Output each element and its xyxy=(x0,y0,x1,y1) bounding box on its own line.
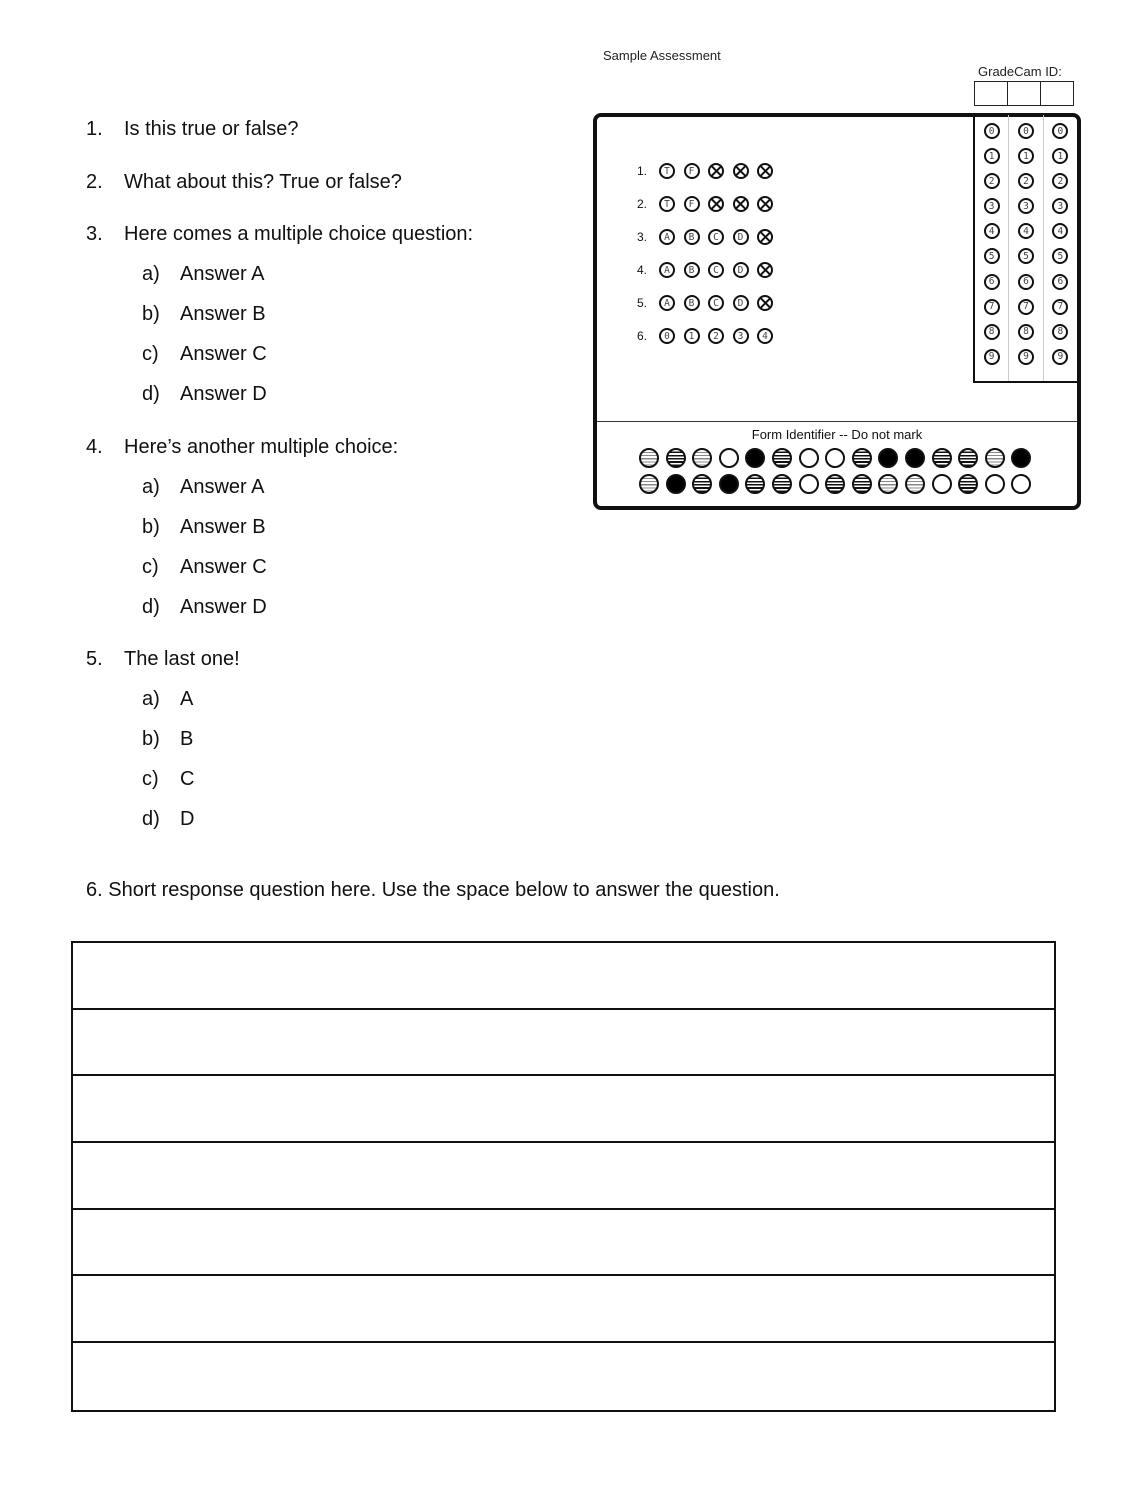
id-digit-bubble[interactable]: 9 xyxy=(984,349,1000,365)
id-digit-bubble[interactable]: 7 xyxy=(1018,299,1034,315)
id-digit-bubble[interactable]: 5 xyxy=(984,248,1000,264)
question-4 xyxy=(86,436,398,459)
option-text: Answer C xyxy=(180,343,267,365)
form-identifier-filled-circle-icon xyxy=(719,474,739,494)
student-id-grid xyxy=(973,115,1077,383)
answer-line[interactable] xyxy=(73,943,1054,1010)
answer-line[interactable] xyxy=(73,1210,1054,1277)
question-text: What about this? True or false? xyxy=(124,171,402,193)
answer-line[interactable] xyxy=(73,1276,1054,1343)
answer-sheet-row-number: 6. xyxy=(637,329,648,343)
form-identifier-row-1 xyxy=(639,448,1038,468)
form-identifier-light-circle-icon xyxy=(639,448,659,468)
form-identifier-filled-circle-icon xyxy=(878,448,898,468)
answer-sheet xyxy=(593,113,1081,510)
answer-sheet-row-5 xyxy=(637,295,782,311)
answer-sheet-row-3 xyxy=(637,229,782,245)
option-text: Answer B xyxy=(180,303,266,325)
form-identifier-dark-circle-icon xyxy=(745,474,765,494)
crossed-out-bubble-icon xyxy=(708,196,724,212)
answer-option xyxy=(142,516,266,539)
question-text: The last one! xyxy=(124,648,240,670)
answer-option xyxy=(142,808,194,831)
question-text: Here’s another multiple choice: xyxy=(124,436,399,458)
crossed-out-bubble-icon xyxy=(757,163,773,179)
answer-option xyxy=(142,303,266,326)
question-number: 5. xyxy=(86,648,103,670)
short-response-answer-area[interactable] xyxy=(71,941,1056,1412)
id-digit-bubble[interactable]: 3 xyxy=(1052,198,1068,214)
question-number: 4. xyxy=(86,436,103,458)
form-identifier-row-2 xyxy=(639,474,1038,494)
id-digit-bubble[interactable]: 8 xyxy=(984,324,1000,340)
form-identifier-empty-circle-icon xyxy=(719,448,739,468)
answer-bubble[interactable]: F xyxy=(684,163,700,179)
gradecam-id-boxes[interactable] xyxy=(974,81,1074,106)
question-2 xyxy=(86,171,402,194)
option-text: Answer A xyxy=(180,263,265,285)
answer-bubble[interactable]: C xyxy=(708,295,724,311)
answer-bubble[interactable]: F xyxy=(684,196,700,212)
id-digit-bubble[interactable]: 2 xyxy=(1018,173,1034,189)
document-title: Sample Assessment xyxy=(603,48,721,63)
id-digit-bubble[interactable]: 4 xyxy=(1018,223,1034,239)
crossed-out-bubble-icon xyxy=(757,229,773,245)
option-text: B xyxy=(180,728,194,750)
option-letter: b) xyxy=(142,303,160,325)
id-digit-bubble[interactable]: 2 xyxy=(1052,173,1068,189)
id-digit-bubble[interactable]: 7 xyxy=(984,299,1000,315)
id-digit-bubble[interactable]: 8 xyxy=(1018,324,1034,340)
option-text: A xyxy=(180,688,194,710)
answer-sheet-row-number: 4. xyxy=(637,263,648,277)
gradecam-id-box-3[interactable] xyxy=(1041,82,1073,105)
id-digit-bubble[interactable]: 9 xyxy=(1018,349,1034,365)
answer-option xyxy=(142,383,267,406)
form-identifier-empty-circle-icon xyxy=(799,448,819,468)
question-number: 1. xyxy=(86,118,103,140)
id-digit-bubble[interactable]: 5 xyxy=(1018,248,1034,264)
answer-sheet-row-6 xyxy=(637,328,782,344)
id-digit-bubble[interactable]: 4 xyxy=(984,223,1000,239)
option-text: Answer C xyxy=(180,556,267,578)
form-identifier-dark-circle-icon xyxy=(825,474,845,494)
form-identifier-filled-circle-icon xyxy=(745,448,765,468)
option-letter: b) xyxy=(142,728,160,750)
form-identifier-light-circle-icon xyxy=(639,474,659,494)
option-letter: d) xyxy=(142,383,160,405)
answer-sheet-row-number: 5. xyxy=(637,296,648,310)
answer-option xyxy=(142,476,264,499)
option-text: Answer D xyxy=(180,596,267,618)
answer-option xyxy=(142,343,267,366)
form-identifier-empty-circle-icon xyxy=(1011,474,1031,494)
form-identifier-empty-circle-icon xyxy=(932,474,952,494)
id-digit-bubble[interactable]: 5 xyxy=(1052,248,1068,264)
id-digit-bubble[interactable]: 6 xyxy=(1018,274,1034,290)
id-digit-bubble[interactable]: 2 xyxy=(984,173,1000,189)
id-digit-bubble[interactable]: 7 xyxy=(1052,299,1068,315)
form-identifier-empty-circle-icon xyxy=(799,474,819,494)
id-column-3 xyxy=(1044,115,1077,381)
answer-line[interactable] xyxy=(73,1076,1054,1143)
form-identifier-dark-circle-icon xyxy=(852,448,872,468)
answer-line[interactable] xyxy=(73,1010,1054,1077)
answer-line[interactable] xyxy=(73,1343,1054,1410)
answer-bubble[interactable]: 0 xyxy=(659,328,675,344)
form-identifier-dark-circle-icon xyxy=(958,474,978,494)
crossed-out-bubble-icon xyxy=(757,262,773,278)
question-number: 3. xyxy=(86,223,103,245)
option-letter: d) xyxy=(142,808,160,830)
id-digit-bubble[interactable]: 8 xyxy=(1052,324,1068,340)
option-letter: c) xyxy=(142,343,159,365)
option-letter: c) xyxy=(142,768,159,790)
form-identifier-empty-circle-icon xyxy=(825,448,845,468)
form-identifier-light-circle-icon xyxy=(692,448,712,468)
answer-bubble[interactable]: B xyxy=(684,262,700,278)
id-digit-bubble[interactable]: 0 xyxy=(1018,123,1034,139)
answer-sheet-row-2 xyxy=(637,196,782,212)
answer-option xyxy=(142,688,193,711)
id-digit-bubble[interactable]: 9 xyxy=(1052,349,1068,365)
answer-bubble[interactable]: B xyxy=(684,229,700,245)
answer-bubble[interactable]: 2 xyxy=(708,328,724,344)
option-text: C xyxy=(180,768,195,790)
answer-sheet-divider xyxy=(597,421,1077,422)
id-column-1 xyxy=(975,115,1009,381)
question-text: Is this true or false? xyxy=(124,118,299,140)
option-letter: c) xyxy=(142,556,159,578)
form-identifier-dark-circle-icon xyxy=(958,448,978,468)
question-5 xyxy=(86,648,240,671)
answer-sheet-row-4 xyxy=(637,262,782,278)
answer-sheet-row-number: 1. xyxy=(637,164,648,178)
gradecam-id-box-2[interactable] xyxy=(1008,82,1041,105)
crossed-out-bubble-icon xyxy=(757,196,773,212)
option-text: Answer D xyxy=(180,383,267,405)
id-digit-bubble[interactable]: 3 xyxy=(984,198,1000,214)
answer-bubble[interactable]: D xyxy=(733,262,749,278)
id-digit-bubble[interactable]: 1 xyxy=(984,148,1000,164)
answer-bubble[interactable]: A xyxy=(659,229,675,245)
id-digit-bubble[interactable]: 0 xyxy=(984,123,1000,139)
answer-bubble[interactable]: D xyxy=(733,229,749,245)
answer-bubble[interactable]: D xyxy=(733,295,749,311)
form-identifier-dark-circle-icon xyxy=(852,474,872,494)
crossed-out-bubble-icon xyxy=(757,295,773,311)
crossed-out-bubble-icon xyxy=(733,196,749,212)
short-response-prompt: 6. Short response question here. Use the space below to answer the question. xyxy=(86,879,780,901)
form-identifier-filled-circle-icon xyxy=(666,474,686,494)
form-identifier-filled-circle-icon xyxy=(1011,448,1031,468)
question-3 xyxy=(86,223,473,246)
id-digit-bubble[interactable]: 1 xyxy=(1018,148,1034,164)
option-letter: a) xyxy=(142,263,160,285)
answer-bubble[interactable]: 3 xyxy=(733,328,749,344)
form-identifier-dark-circle-icon xyxy=(932,448,952,468)
answer-bubble[interactable]: A xyxy=(659,295,675,311)
answer-bubble[interactable]: T xyxy=(659,196,675,212)
form-identifier-empty-circle-icon xyxy=(985,474,1005,494)
form-identifier-dark-circle-icon xyxy=(772,448,792,468)
form-identifier-light-circle-icon xyxy=(985,448,1005,468)
form-identifier-dark-circle-icon xyxy=(666,448,686,468)
question-1 xyxy=(86,118,299,141)
form-identifier-light-circle-icon xyxy=(878,474,898,494)
form-identifier-filled-circle-icon xyxy=(905,448,925,468)
answer-bubble[interactable]: 1 xyxy=(684,328,700,344)
option-text: Answer B xyxy=(180,516,266,538)
answer-option xyxy=(142,768,194,791)
form-identifier-dark-circle-icon xyxy=(692,474,712,494)
answer-sheet-row-number: 2. xyxy=(637,197,648,211)
answer-sheet-row-1 xyxy=(637,163,782,179)
question-number: 2. xyxy=(86,171,103,193)
answer-bubble[interactable]: 4 xyxy=(757,328,773,344)
id-digit-bubble[interactable]: 0 xyxy=(1052,123,1068,139)
option-text: Answer A xyxy=(180,476,265,498)
form-identifier-light-circle-icon xyxy=(905,474,925,494)
id-digit-bubble[interactable]: 6 xyxy=(984,274,1000,290)
id-digit-bubble[interactable]: 6 xyxy=(1052,274,1068,290)
answer-bubble[interactable]: T xyxy=(659,163,675,179)
option-letter: a) xyxy=(142,688,160,710)
question-text: Here comes a multiple choice question: xyxy=(124,223,474,245)
answer-bubble[interactable]: C xyxy=(708,229,724,245)
form-identifier-label: Form Identifier -- Do not mark xyxy=(751,427,923,442)
answer-bubble[interactable]: A xyxy=(659,262,675,278)
id-digit-bubble[interactable]: 3 xyxy=(1018,198,1034,214)
option-letter: a) xyxy=(142,476,160,498)
id-digit-bubble[interactable]: 4 xyxy=(1052,223,1068,239)
answer-bubble[interactable]: B xyxy=(684,295,700,311)
form-identifier-dark-circle-icon xyxy=(772,474,792,494)
id-digit-bubble[interactable]: 1 xyxy=(1052,148,1068,164)
gradecam-id-box-1[interactable] xyxy=(975,82,1008,105)
answer-option xyxy=(142,728,193,751)
answer-option xyxy=(142,263,264,286)
crossed-out-bubble-icon xyxy=(733,163,749,179)
gradecam-id-label: GradeCam ID: xyxy=(978,64,1062,79)
crossed-out-bubble-icon xyxy=(708,163,724,179)
answer-bubble[interactable]: C xyxy=(708,262,724,278)
option-text: D xyxy=(180,808,195,830)
answer-option xyxy=(142,596,267,619)
answer-line[interactable] xyxy=(73,1143,1054,1210)
answer-option xyxy=(142,556,267,579)
answer-sheet-row-number: 3. xyxy=(637,230,648,244)
option-letter: d) xyxy=(142,596,160,618)
id-column-2 xyxy=(1009,115,1043,381)
option-letter: b) xyxy=(142,516,160,538)
